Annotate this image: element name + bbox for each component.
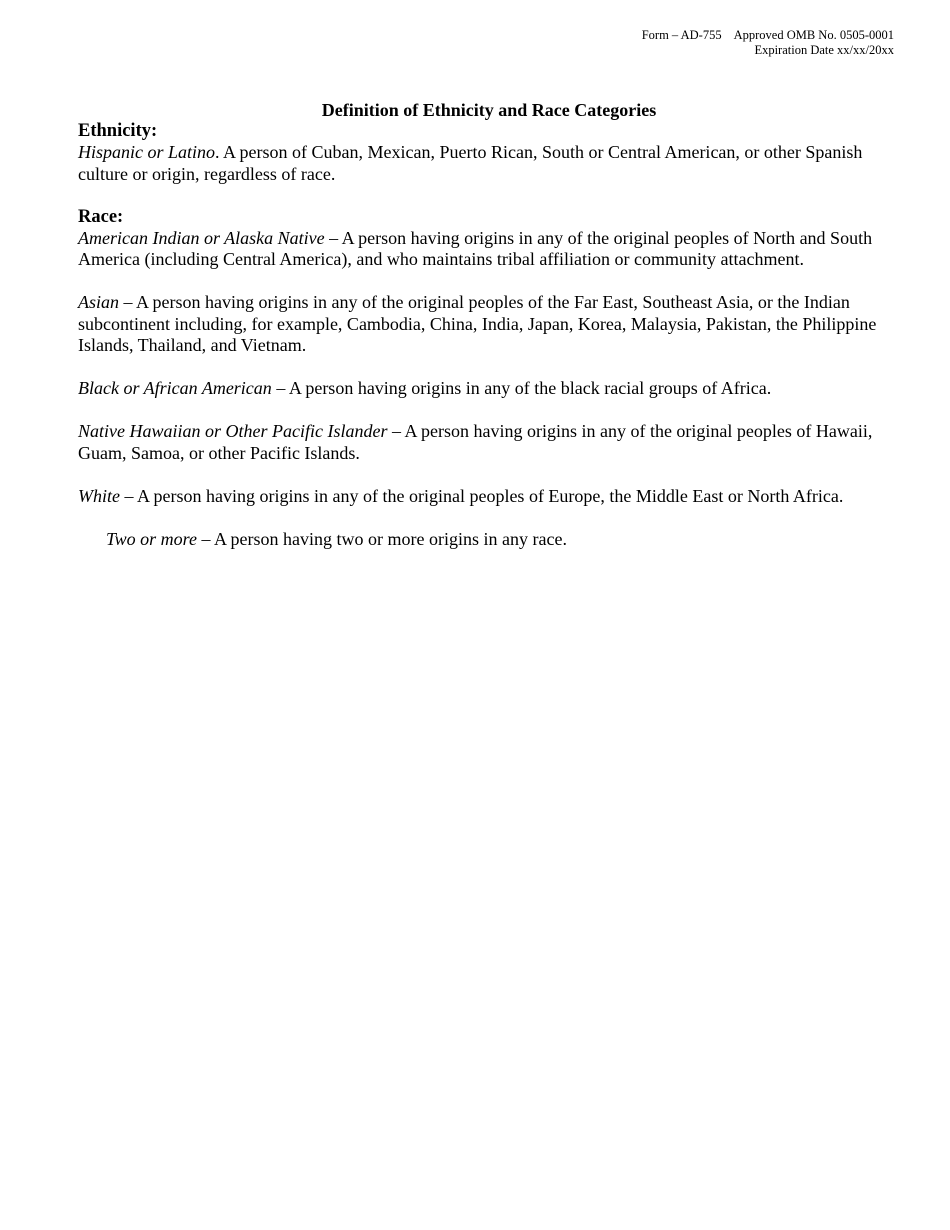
race-entry-native-hawaiian xyxy=(78,421,900,464)
ethnicity-heading: Ethnicity: xyxy=(78,121,158,141)
race-entry-american-indian xyxy=(78,228,900,271)
omb-number: Approved OMB No. 0505-0001 xyxy=(733,28,894,42)
entry-definition: – A person having origins in any of the original peoples of Hawaii, Guam, Samoa, or other Pacific Islands. xyxy=(78,421,873,463)
race-entry-asian xyxy=(78,292,900,357)
entry-term: White xyxy=(78,485,120,506)
entry-term: Black or African American xyxy=(78,378,272,398)
ethnicity-entry-hispanic xyxy=(78,142,900,185)
entry-term: American Indian or Alaska Native xyxy=(78,227,325,248)
form-header xyxy=(642,28,894,57)
document-content xyxy=(78,100,900,550)
form-number: Form – AD-755 xyxy=(641,28,722,42)
entry-term: Two or more xyxy=(106,528,198,549)
entry-term: Hispanic or Latino xyxy=(78,142,216,162)
entry-term: Native Hawaiian or Other Pacific Islander xyxy=(78,421,388,441)
entry-definition: . A person of Cuban, Mexican, Puerto Rican, South or Central American, or other Spanish culture or origin, regardless of race. xyxy=(78,142,863,184)
expiration-date: Expiration Date xx/xx/20xx xyxy=(754,42,894,57)
race-entry-white xyxy=(78,486,900,508)
document-title: Definition of Ethnicity and Race Categories xyxy=(321,100,657,120)
entry-definition: – A person having origins in any of the original peoples of Europe, the Middle East or North Africa. xyxy=(120,485,844,506)
race-entry-two-or-more xyxy=(78,529,900,551)
race-heading: Race: xyxy=(78,206,124,227)
race-entry-black xyxy=(78,378,900,400)
form-header-line-1 xyxy=(642,28,894,43)
entry-definition: – A person having origins in any of the original peoples of North and South America (including Central America), and who maintains tribal affiliation or community attachment. xyxy=(78,227,873,269)
entry-term: Asian xyxy=(78,292,120,312)
entry-definition: – A person having origins in any of the black racial groups of Africa. xyxy=(271,378,772,398)
entry-definition: – A person having origins in any of the original peoples of the Far East, Southeast Asia, or the Indian subcontinent including, for example, Cambodia, China, India, Japan, Korea, Malaysia, Pakistan, the Philippine Islands, Thailand, and Vietnam. xyxy=(78,292,877,355)
entry-definition: – A person having two or more origins in any race. xyxy=(197,528,567,549)
